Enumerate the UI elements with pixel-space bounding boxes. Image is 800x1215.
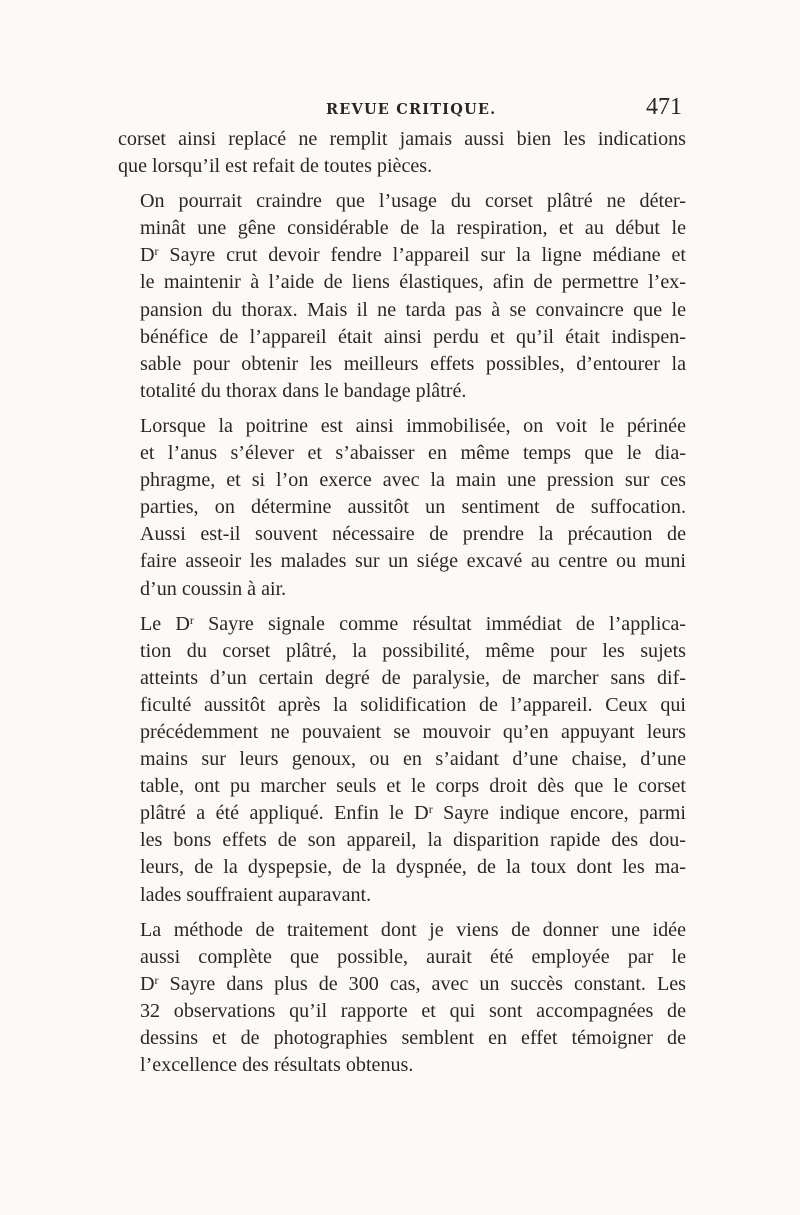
text-line: mains sur leurs genoux, ou en s’aidant d’une chaise, d’une (140, 748, 686, 771)
text-line: table, ont pu marcher seuls et le corps droit dès que le corset (140, 775, 686, 798)
text-line: minât une gêne considérable de la respiration, et au début le (140, 217, 686, 240)
text-line: et l’anus s’élever et s’abaisser en même temps que le dia- (140, 442, 686, 465)
text-line: leurs, de la dyspepsie, de la dyspnée, de la toux dont les ma- (140, 856, 686, 879)
text-line: faire asseoir les malades sur un siége excavé au centre ou muni (140, 550, 686, 573)
text-line: sable pour obtenir les meilleurs effets possibles, d’entourer la (140, 352, 686, 375)
text-line: parties, on détermine aussitôt un sentiment de suffocation. (140, 496, 686, 519)
text-line: Le $D^r$ Sayre signale comme résultat immédiat de l’applica- (140, 612, 686, 635)
text-line: La méthode de traitement dont je viens de donner une idée (140, 918, 686, 941)
text-line: bénéfice de l’appareil était ainsi perdu et qu’il était indispen- (140, 325, 686, 348)
text-line: atteints d’un certain degré de paralysie, de marcher sans dif- (140, 666, 686, 689)
text-line: corset ainsi replacé ne remplit jamais aussi bien les indications (118, 128, 686, 150)
text-line: l’excellence des résultats obtenus. (140, 1054, 414, 1077)
text-line: 32 observations qu’il rapporte et qui sont accompagnées de (140, 999, 686, 1022)
article-body (118, 126, 686, 1079)
paragraph-5 (118, 917, 686, 1080)
text-line: les bons effets de son appareil, la disparition rapide des dou- (140, 829, 686, 852)
text-line: que lorsqu’il est refait de toutes pièces. (118, 155, 433, 178)
paragraph-3 (118, 413, 686, 603)
text-line: $D^r$ Sayre crut devoir fendre l’appareil sur la ligne médiane et (140, 244, 686, 267)
text-line: dessins et de photographies semblent en effet témoigner de (140, 1027, 686, 1049)
text-line: le maintenir à l’aide de liens élastiques, afin de permettre l’ex- (140, 271, 686, 294)
text-line: $D^r$ Sayre dans plus de 300 cas, avec un succès constant. Les (140, 972, 686, 995)
text-line: lades souffraient auparavant. (140, 883, 372, 906)
text-line: On pourrait craindre que l’usage du corset plâtré ne déter- (140, 190, 686, 213)
text-line: Aussi est-il souvent nécessaire de prendre la précaution de (140, 523, 686, 546)
text-line: tion du corset plâtré, la possibilité, même pour les sujets (140, 639, 686, 662)
text-line: phragme, et si l’on exerce avec la main une pression sur ces (140, 469, 686, 492)
text-line: Lorsque la poitrine est ainsi immobilisée, on voit le périnée (140, 414, 686, 437)
running-head (118, 96, 686, 124)
running-title: REVUE CRITIQUE. (326, 101, 497, 118)
text-line: précédemment ne pouvaient se mouvoir qu’en appuyant leurs (140, 720, 686, 743)
text-line: totalité du thorax dans le bandage plâtré. (140, 379, 467, 402)
text-line: aussi complète que possible, aurait été employée par le (140, 945, 686, 968)
page-number: 471 (646, 94, 682, 120)
text-line: plâtré a été appliqué. Enfin le $D^r$ Sayre indique encore, parmi (140, 802, 686, 825)
paragraph-1 (118, 126, 686, 180)
paragraph-2 (118, 188, 686, 405)
paragraph-4 (118, 611, 686, 909)
text-line: d’un coussin à air. (140, 577, 287, 600)
text-line: ficulté aussitôt après la solidification de l’appareil. Ceux qui (140, 693, 686, 716)
text-line: pansion du thorax. Mais il ne tarda pas à se convaincre que le (140, 298, 686, 321)
